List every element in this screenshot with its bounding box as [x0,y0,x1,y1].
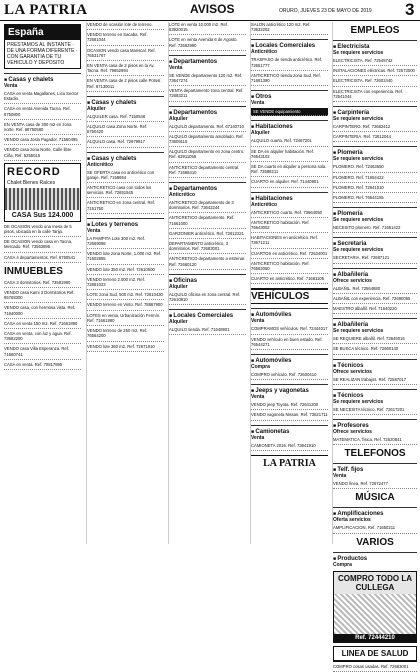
category-header [251,354,328,370]
category-subtitle: Venta [169,64,183,71]
category-title: ■ Oficinas [169,278,246,284]
record-logo: RECORD [7,165,61,178]
category-header [333,318,417,334]
classified-ad: LA PAMPITA Lote 300 m2. Ref. 72669098 [87,236,164,249]
classified-ad: EN VENTA casa de 2 pisos calle Potosí. Ref. 67130011 [87,78,164,91]
classified-ad: OCASION vendo casa Mariscal. Ref. 76531767 [87,48,164,61]
classified-ad: PLOMERO. Ref. 76544155 [333,195,417,203]
category-subtitle: Ofrece servicios [333,368,372,375]
category-header [251,308,328,324]
category-title: ■ Jeeps y vagonetas [251,388,328,394]
classified-ad: CUARTO en alquiler. Ref. 71440901 [251,179,328,187]
classified-ad: LOTE en venta Avenida 6 de Agosto. Ref. 73562990 [169,37,246,50]
classified-ad: VENDO jeep Toyota. Ref. 72641200 [251,402,328,410]
section-heading-inmuebles: INMUEBLES [4,265,63,277]
classified-ad: DE OCASION vendo casa en Tacna, Mercado. Ref. 73563895 [4,239,81,252]
classified-ad: ELECTRICISTA. Ref. 72545742 [333,58,417,66]
category-subtitle: Se requiere servicios [333,247,384,254]
classified-ad: VENDO terreno en Vinto. Ref. 78867900 [87,302,164,310]
classified-ad: CASA en venta Magallanes, Lica Sector Estadio. [4,91,81,104]
classified-ad: ALBAÑIL con experiencia. Ref. 72690055 [333,296,417,304]
category-header [251,90,328,106]
category-subtitle: Venta [251,318,265,325]
highlighted-ad: SE VENDE equipamiento [251,108,328,116]
classified-ad: ANTICRETICO casa con todos los servicios. Ref. 72651545 [87,185,164,198]
category-header [169,106,246,122]
category-header [87,152,164,168]
category-header [333,359,417,375]
section-heading-empleos: EMPLEOS [350,25,400,36]
classified-ad: ANTICRETICO tienda zona Sud. Ref. 71681390 [251,73,328,86]
classified-ad: VENDO casa Villa Esperanza. Ref. 71660741 [4,346,81,359]
classified-ad: DEPARTAMENTO anticrético, 3 dormitorios. Ref. 72683001 [169,241,246,254]
category-title: ■ Departamentos [169,186,246,192]
column-4 [250,22,328,544]
category-title: ■ Lotes y terrenos [87,222,164,228]
page-number: 3 [405,0,415,19]
classified-ad: SE BUSCA técnico. Ref. 72660140 [333,346,417,354]
category-title: ■ Departamentos [169,59,246,65]
category-header [333,40,417,56]
classified-ad: VENDO terreno 2.000 m2. Ref. 72681023 [87,277,164,290]
column-5 [332,22,417,669]
category-subtitle: Se requiere servicios [333,217,384,224]
category-subtitle: Anticrético [251,201,278,208]
classified-ad: LOTE zona Sud, 500 m2. Ref. 72610430 [87,292,164,300]
classified-ad: ANTICRETICO en zona central. Ref. 7151750 [87,200,164,213]
classified-ad: SALON anticrético 120 m2. Ref. 73632202 [251,22,328,35]
category-title: ■ Electricista [333,44,417,50]
classified-ad: ALQUILER casa. Ref. 7150546 [87,114,164,122]
category-title: ■ Profesores [333,423,417,429]
linea-title: LINEA DE SALUD [334,647,416,661]
category-title: ■ Carpintería [333,110,417,116]
classified-ad: ALQUILO departamento amoblado. Ref. 73609115 [169,134,246,147]
classified-ad: TRASPASO de tienda anticrético. Ref. 72651777 [251,57,328,70]
category-subtitle: Anticrético [169,192,196,199]
category-subtitle: Alquiler [169,283,188,290]
category-title: ■ Departamentos [169,110,246,116]
category-header [169,309,246,325]
classified-ad: ALQUILO tienda. Ref. 71648901 [169,327,246,335]
category-subtitle: Venta [251,394,265,401]
classified-ad: ALQUILO casa Zona Norte. Ref. 6750420 [87,124,164,137]
category-header [333,419,417,435]
classified-ad: VENDO vehículo en buen estado. Ref. 76544271 [251,337,328,350]
category-title: ■ Casas y chalets [4,77,81,83]
classified-ad: SE DA cuarto en alquiler a persona sola. Ref. 73588211 [251,164,328,177]
column-3 [168,22,246,544]
classified-ad: HABITACIONES en anticrético. Ref. 73671211 [251,235,328,248]
classified-ad: SE VENDE departamento 120 m2. Ref. 73647274 [169,73,246,86]
casa-price: CASA Sus 124.000 [11,211,74,219]
classified-ad: VENDO casa Kami 3 Dormitorios Ref. 65768300 [4,290,81,303]
classified-ad: ANTICRETICO departamento a estrenar. Ref. 72660120 [169,256,246,269]
category-title: ■ Secretaria [333,241,417,247]
classified-ad: CUARTO en anticrético. Ref. 71661105 [251,276,328,284]
category-header [333,106,417,122]
classified-ad: VENDO casa, con hermosa vista. Ref. 71840000 [4,305,81,318]
classified-ad: CASA en venta, con luz y agua. Ref. 73582200 [4,331,81,344]
classified-ad: ALQUILO departamento. Ref. 67140710 [169,124,246,132]
classified-ad: CASA 4 departamentos. Ref. 6760541 [4,255,81,263]
classified-ad: SE NECESITA técnico. Ref. 72617201 [333,407,417,415]
classified-ad: ELECTRICISTA. Ref. 72602440 [333,78,417,86]
category-title: ■ Telf. fijos [333,467,417,473]
category-header [251,425,328,441]
category-title: ■ Automóviles [251,312,328,318]
section-title: AVISOS [190,2,235,16]
classified-ad: CAMIONETA 2016. Ref. 73641910 [251,443,328,451]
espana-ad [4,24,81,69]
category-header [333,507,417,523]
category-header [333,389,417,405]
category-subtitle: Se requiere servicios [333,116,384,123]
classified-ad: NECESITO plomero. Ref. 71661422 [333,225,417,233]
issue-date: ORURO, JUEVES 23 DE MAYO DE 2019 [279,8,372,14]
category-subtitle: Venta [251,434,265,441]
classified-ad: ALQUILO casa. Ref. 72679817 [87,139,164,147]
classified-ad: ANTICRETICO departamento. Ref. 71661000 [169,215,246,228]
category-subtitle: Anticrético [87,161,114,168]
promo-phone: Ref. 72444210 [334,634,416,642]
category-header [87,218,164,234]
category-header [169,274,246,290]
category-title: ■ Técnicos [333,363,417,369]
classified-ad: MATEMATICA, física. Ref. 72620841 [333,437,417,445]
classified-ad: LOTES en venta, Urbanización Fermín. Ref. 71661980 [87,313,164,326]
linea-salud-ad [333,646,417,662]
classified-ad: VENDO terreno en Sacaba. Ref. 72681044 [87,32,164,45]
category-header [87,96,164,112]
classified-ad: SE OFERTA casa en anticrético con garaje. Ref. 7158654 [87,170,164,183]
classified-ad: VENDO casa zona Norte, Calle libre Ciña. Ref. 5255015 [4,147,81,160]
classified-ad: SE REQUIERE albañil. Ref. 73646016 [333,336,417,344]
classified-ad: ANTICRETICO habitación. Ref. 76562050 [251,261,328,274]
classified-ad: DE OCASION vendo una mesa de 5 pisos, ubicada en la calle Tarija. [4,224,81,237]
category-title: ■ Habitaciones [251,124,328,130]
category-header [333,463,417,479]
classified-ad: ANTICRETICO cuarto. Ref. 73664050 [251,210,328,218]
category-header [169,55,246,71]
classified-ad: EN VENTA casa de 2 pisos en la Av. Tacna. Ref. 79652994 [87,63,164,76]
column-2 [86,22,164,544]
category-header [333,207,417,223]
classified-ad: CARPINTERIA. Ref. 73612044 [333,134,417,142]
classified-ad: VENDO vagoneta Nissan. Ref. 73621711 [251,412,328,420]
category-subtitle: Anticrético [251,49,278,56]
classified-ad: PLOMERO. Ref. 72641010 [333,185,417,193]
category-title: ■ Otros [251,94,328,100]
category-header [251,192,328,208]
compro-todo-ad [333,571,417,643]
category-title: ■ Plomería [333,211,417,217]
column-1 [4,22,81,544]
classified-ad: CASA 3 dormitorios. Ref. 73581990 [4,280,81,288]
category-subtitle: Venta [251,100,265,107]
classified-ad: CUARTOS en anticrético. Ref. 72634001 [251,251,328,259]
category-subtitle: Ofrece servicios [333,277,372,284]
classified-ad: ALBAÑIL. Ref. 72564880 [333,286,417,294]
classified-ad: PLOMERO. Ref. 72463550 [333,164,417,172]
classified-ad: VENDO lote zona Norte, 1.000 m2. Ref. 71602855 [87,251,164,264]
classified-ad: CASA en venta. Ref. 70817895 [4,362,81,370]
section-heading-varios: VARIOS [356,536,394,548]
category-header [333,237,417,253]
record-subtitle: Chalet Bienes Raíces [7,179,56,186]
classified-ad: COMPRO vehículo. Ref. 72600410 [251,372,328,380]
category-subtitle: Alquiler [87,105,106,112]
classified-ad: VENDO lote 350 m2. Ref. 72610500 [87,267,164,275]
section-heading-telefonos: TELEFONOS [344,448,406,460]
page-header [0,0,420,21]
section-heading-vehiculos: VEHÍCULOS [251,288,328,304]
classified-ad: SE DA en alquiler habitación. Ref. 76543102 [251,149,328,162]
category-subtitle: Oferta servicios [333,517,371,524]
category-header [4,73,81,89]
classified-ad: VENTA departamento zona central. Ref. 72683211 [169,88,246,101]
classified-ad: VENDO casa Josla Pagador. 71560495 [4,137,81,145]
section-heading-musica: MÚSICA [355,492,395,504]
category-title: ■ Productos [333,556,417,562]
classified-ad: PLOMERO. Ref. 71654422 [333,175,417,183]
category-subtitle: Venta [333,473,347,480]
category-subtitle: Compra [333,561,352,568]
classified-ad: MAESTRO albañil. Ref. 71640220 [333,306,417,314]
classified-ad: VENDO línea. Ref. 72672477 [333,481,417,489]
classified-ad: COMPRO cosas usadas. Ref. 72683001 [333,664,417,672]
category-subtitle: Venta [87,227,101,234]
classified-ad: INSTALACIONES eléctricas. Ref. 72573000 [333,68,417,76]
classified-ad: VENDO de ocasión lote de terreno. [87,22,164,30]
category-header [333,268,417,284]
category-subtitle: Venta [4,83,18,89]
record-ad [4,163,81,222]
promo-photo [334,594,416,634]
classified-ad: SE REALIZAN trabajos. Ref. 72587017 [333,377,417,385]
classified-ad: CASA en venta 150 m2. Ref. 71661890 [4,321,81,329]
classified-ad: GARZONIER anticrético. Ref. 72612221 [169,231,246,239]
category-title: ■ Locales Comerciales [169,313,246,319]
category-subtitle: Alquiler [169,115,188,122]
house-photo [5,188,80,210]
category-subtitle: Se requiere servicios [333,50,384,56]
classified-ad: ANTICRETICO departamento central. Ref. 71668410 [169,165,246,178]
category-title: ■ Camionetas [251,429,328,435]
espana-text: PRESTAMOS AL INSTANTE · DE UNA FORMA DIFERENTE · CON GARANTIA DE TU VEHICULO Y DEPOSITO [7,42,78,66]
category-title: ■ Locales Comerciales [251,43,328,49]
category-subtitle: Alquiler [169,319,188,326]
category-title: ■ Casas y chalets [87,100,164,106]
classified-ad: COMPRAMOS vehículos. Ref. 72444017 [251,326,328,334]
classified-ad: ALQUILO cuarto. Ref. 72467201 [251,138,328,146]
category-subtitle: Se requiere servicios [333,328,384,335]
category-title: ■ Habitaciones [251,196,328,202]
category-header [251,39,328,55]
category-title: ■ Albañilería [333,322,417,328]
classified-ad: CARPINTERO. Ref. 72682412 [333,124,417,132]
category-subtitle: Ofrece servicios [333,429,372,436]
espana-logo: España [5,25,80,40]
classified-ad: ALQUILO departamento en zona centro. Ref. 63911055 [169,149,246,162]
category-header [333,552,417,568]
classified-ad: VENDO lote 360 m2. Ref. 72671810 [87,344,164,352]
category-title: ■ Casas y chalets [87,156,164,162]
classified-ad: ELECTRICISTA con experiencia. Ref. 72541044 [333,89,417,102]
category-title: ■ Plomería [333,150,417,156]
category-header [251,120,328,136]
category-subtitle: Compra [251,364,270,371]
category-title: ■ Automóviles [251,358,328,364]
classified-ad: LOTE en venta 10.000 m2. Ref. 63920015 [169,22,246,35]
footer-logo: LA PATRIA [251,455,328,469]
classified-ad: SECRETARIA. Ref. 72687121 [333,255,417,263]
classified-ad: ANTICRETICO departamento de 3 dormitorios. Ref. 73642244 [169,200,246,213]
category-header [169,182,246,198]
newspaper-logo: LA PATRIA [4,2,88,18]
classified-ad: AMPLIFICACION. Ref. 71650211 [333,525,417,533]
category-title: ■ Técnicos [333,393,417,399]
category-subtitle: Alquiler [251,130,270,137]
classified-ad: CASA en venta Avenida Tacna. Ref. 6750800 [4,106,81,119]
category-subtitle: Se requiere servicios [333,398,384,405]
category-title: ■ Albañilería [333,272,417,278]
classified-ad: ANTICRETICO habitación. Ref. 76543002 [251,220,328,233]
classified-ad: ALQUILO oficina en zona central. Ref. 72610810 [169,292,246,305]
classified-ad: VENDO terreno de 250 m2. Ref. 76564200 [87,328,164,341]
category-header [333,146,417,162]
category-subtitle: Se requiere servicios [333,156,384,163]
category-header [251,384,328,400]
category-title: ■ Amplificaciones [333,511,417,517]
promo-headline: COMPRO TODO LA CULLEGA [337,573,413,592]
classified-ad: EN VENTA casa de 300 m2 en zona norte. Ref. 68750580 [4,122,81,135]
